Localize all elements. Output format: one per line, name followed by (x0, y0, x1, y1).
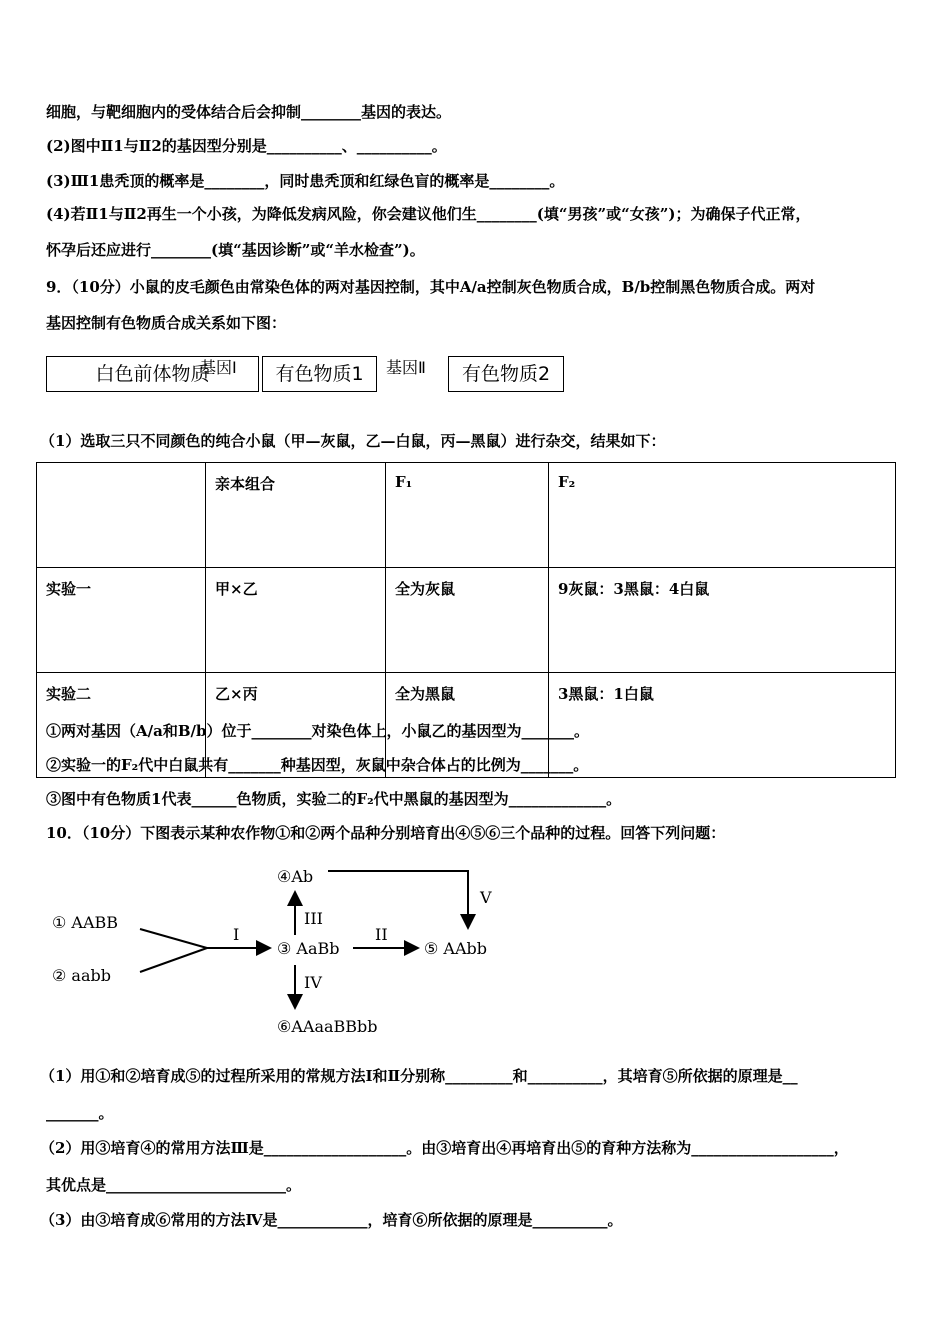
cell: 乙×丙 (206, 673, 386, 778)
q9-question3: ③图中有色物质1代表______色物质，实验二的F₂代中黑鼠的基因型为_____________。 (46, 790, 622, 808)
arrow-label-gene1: 基因Ⅰ (200, 358, 237, 377)
arrow-V (328, 871, 468, 928)
node-4: ④Ab (277, 867, 314, 886)
method-I: I (233, 925, 240, 944)
q10-sub2a: （2）用③培育④的常用方法Ⅲ是___________________。由③培育出④再培育出⑤的育种方法称为___________________， (40, 1139, 849, 1157)
line-from-2 (140, 948, 207, 972)
header-cell: F₂ (549, 463, 896, 568)
q9-question1: ①两对基因（A/a和B/b）位于________对染色体上，小鼠乙的基因型为_______。 (46, 722, 589, 740)
method-III: III (304, 909, 323, 928)
diagram-box-white-precursor: 白色前体物质 (46, 356, 259, 392)
cell: 实验二 (37, 673, 206, 778)
cell: 甲×乙 (206, 568, 386, 673)
q8-line1: 细胞，与靶细胞内的受体结合后会抑制________基因的表达。 (46, 103, 452, 121)
q8-line5: 怀孕后还应进行________(填“基因诊断”或“羊水检查”)。 (46, 241, 425, 259)
q9-sub1: （1）选取三只不同颜色的纯合小鼠（甲—灰鼠，乙—白鼠，丙—黑鼠）进行杂交，结果如下： (40, 432, 666, 450)
method-IV: IV (304, 973, 322, 992)
line-from-1 (140, 929, 207, 948)
cell: 9灰鼠：3黑鼠：4白鼠 (549, 568, 896, 673)
q10-sub1a: （1）用①和②培育成⑤的过程所采用的常规方法Ⅰ和Ⅱ分别称_________和__________，其培育⑤所依据的原理是__ (40, 1067, 798, 1085)
q8-line2: (2)图中Ⅱ1与Ⅱ2的基因型分别是__________、__________。 (46, 137, 447, 155)
cell: 全为黑鼠 (386, 673, 549, 778)
node-3: ③ AaBb (277, 939, 340, 958)
cell: 实验一 (37, 568, 206, 673)
q8-line3: (3)Ⅲ1患秃顶的概率是________，同时患秃顶和红绿色盲的概率是________。 (46, 172, 565, 190)
q8-line4: (4)若Ⅱ1与Ⅱ2再生一个小孩，为降低发病风险，你会建议他们生________(填“男孩”或“女孩”)；为确保子代正常， (46, 205, 811, 223)
node-6: ⑥AAaaBBbb (277, 1017, 378, 1036)
diagram-box-colored2: 有色物质2 (448, 356, 564, 392)
q10-sub3: （3）由③培育成⑥常用的方法Ⅳ是____________，培育⑥所依据的原理是__________。 (40, 1211, 623, 1229)
method-V: V (480, 888, 492, 907)
q9-intro2: 基因控制有色物质合成关系如下图： (46, 314, 287, 332)
cell: 3黑鼠：1白鼠 (549, 673, 896, 778)
header-cell: F₁ (386, 463, 549, 568)
node-5: ⑤ AAbb (424, 939, 488, 958)
node-1: ① AABB (52, 913, 119, 932)
node-2: ② aabb (52, 966, 111, 985)
diagram-box-colored1: 有色物质1 (262, 356, 377, 392)
q10-sub1b: _______。 (46, 1104, 114, 1122)
q10-sub2b: 其优点是________________________。 (46, 1176, 302, 1194)
cell: 全为灰鼠 (386, 568, 549, 673)
arrow-label-gene2: 基因Ⅱ (386, 358, 426, 377)
header-cell: 亲本组合 (206, 463, 386, 568)
q9-intro1: 9．（10分）小鼠的皮毛颜色由常染色体的两对基因控制，其中A/a控制灰色物质合成，B/b控制黑色物质合成。两对 (46, 278, 816, 296)
q10-intro: 10．（10分）下图表示某种农作物①和②两个品种分别培育出④⑤⑥三个品种的过程。回答下列问题： (46, 824, 726, 842)
method-II: II (375, 925, 388, 944)
q9-question2: ②实验一的F₂代中白鼠共有_______种基因型，灰鼠中杂合体占的比例为_______。 (46, 756, 589, 774)
